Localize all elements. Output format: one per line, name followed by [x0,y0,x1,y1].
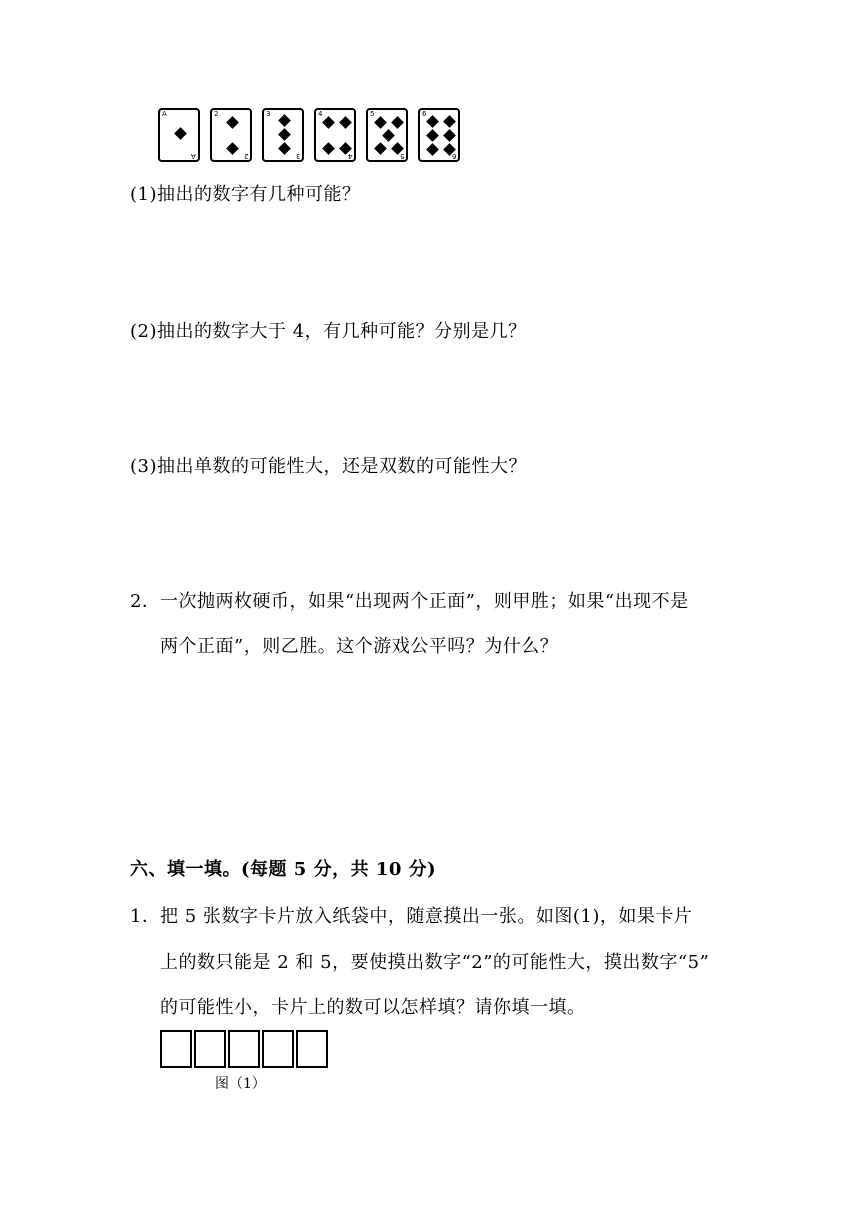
problem-2-line-2: 两个正面”，则乙胜。这个游戏公平吗？为什么？ [160,636,559,657]
diamond-pip-icon [278,128,291,141]
section-6-problem-1-line-1: 把 5 张数字卡片放入纸袋中，随意摸出一张。如图(1)，如果卡片 [160,906,693,927]
diamond-pip-icon [443,129,456,142]
card-rank-label: A [162,110,167,118]
card-rank-label-inverted: 3 [295,152,300,160]
playing-card-2 [210,108,252,162]
number-card-box[interactable] [194,1030,226,1068]
card-rank-label-inverted: A [191,152,196,160]
playing-card-6 [418,108,460,162]
section-6-heading: 六、填一填。(每题 5 分，共 10 分) [130,859,437,880]
playing-card-a [158,108,200,162]
playing-card-5 [366,108,408,162]
card-rank-label: 2 [214,110,219,118]
diamond-pip-icon [374,142,387,155]
card-rank-label-inverted: 4 [347,152,352,160]
playing-card-4 [314,108,356,162]
diamond-pip-icon [322,142,335,155]
diamond-pip-icon [443,115,456,128]
diamond-pip-icon [226,142,239,155]
diamond-pip-icon [374,116,387,129]
figure-caption: 图（1） [215,1076,266,1092]
question-1: (1)抽出的数字有几种可能？ [130,184,361,205]
problem-2-number: 2． [130,591,161,612]
diamond-pip-icon [426,143,439,156]
number-card-box[interactable] [296,1030,328,1068]
card-rank-label-inverted: 5 [399,152,404,160]
section-6-problem-1-line-2: 上的数只能是 2 和 5，要使摸出数字“2”的可能性大，摸出数字“5” [160,952,710,973]
diamond-pip-icon [382,129,395,142]
number-card-box[interactable] [262,1030,294,1068]
card-rank-label: 4 [318,110,323,118]
diamond-pip-icon [322,116,335,129]
question-3: (3)抽出单数的可能性大，还是双数的可能性大？ [130,456,527,477]
diamond-pip-icon [426,115,439,128]
diamond-pip-icon [278,114,291,127]
card-rank-label: 5 [370,110,375,118]
diamond-pip-icon [339,116,352,129]
playing-card-3 [262,108,304,162]
diamond-pip-icon [426,129,439,142]
section-6-problem-1-number: 1． [130,906,161,927]
card-fill-boxes [160,1030,330,1068]
card-rank-label: 3 [266,110,271,118]
diamond-pip-icon [174,127,187,140]
number-card-box[interactable] [228,1030,260,1068]
card-rank-label-inverted: 2 [243,152,248,160]
diamond-pip-icon [391,116,404,129]
diamond-pip-icon [226,116,239,129]
number-card-box[interactable] [160,1030,192,1068]
question-2: (2)抽出的数字大于 4，有几种可能？分别是几？ [130,321,527,342]
section-6-problem-1-line-3: 的可能性小，卡片上的数可以怎样填？请你填一填。 [160,997,586,1018]
diamond-pip-icon [278,142,291,155]
card-rank-label: 6 [422,110,427,118]
card-rank-label-inverted: 6 [451,152,456,160]
playing-cards-figure [158,108,468,166]
problem-2-line-1: 一次抛两枚硬币，如果“出现两个正面”，则甲胜；如果“出现不是 [160,591,689,612]
